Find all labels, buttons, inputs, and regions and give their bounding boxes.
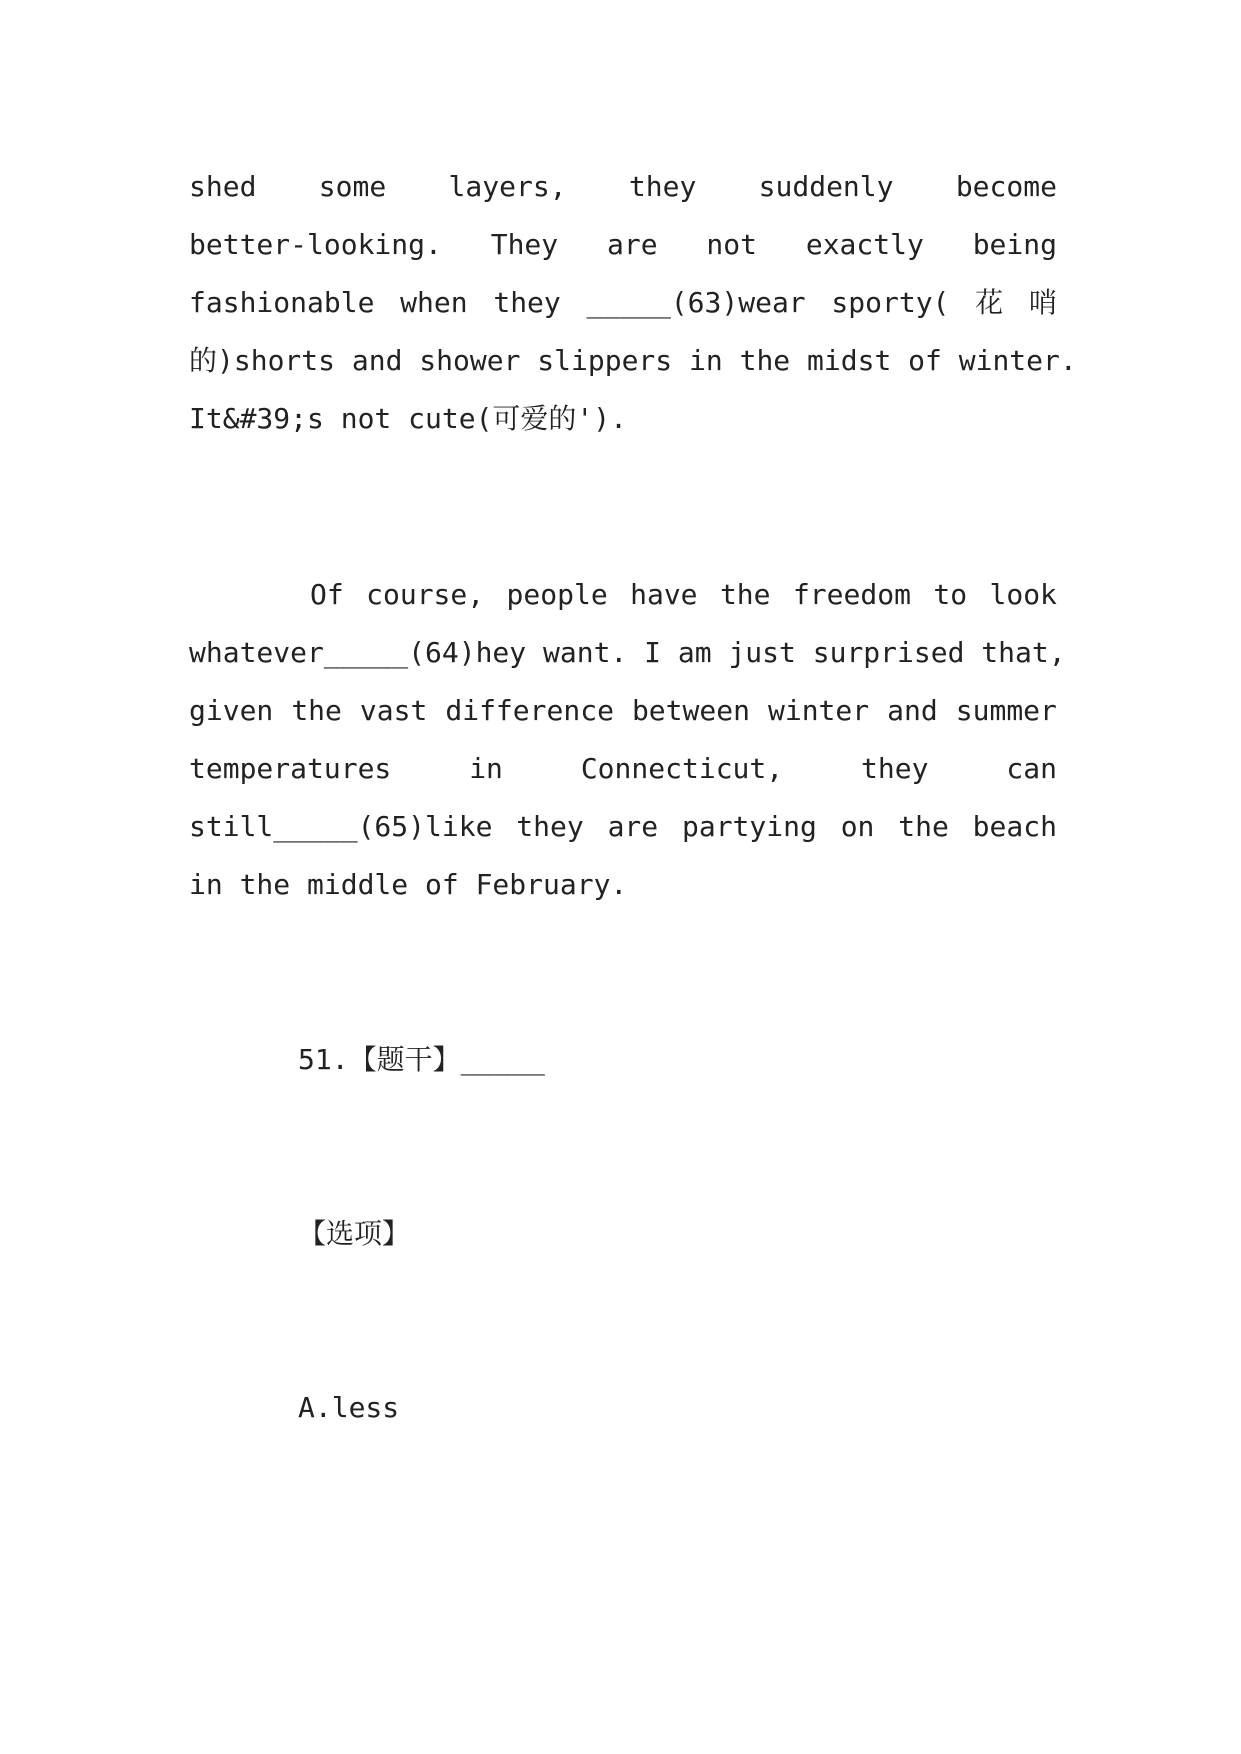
paragraph2-line4 bbox=[189, 749, 1057, 789]
word: vast bbox=[359, 694, 428, 727]
word: suddenly bbox=[758, 170, 894, 203]
word: layers, bbox=[448, 170, 567, 203]
question-stem: 51.【题干】_____ bbox=[298, 1043, 545, 1076]
word: the bbox=[719, 578, 771, 611]
word: partying bbox=[681, 810, 817, 843]
word: between bbox=[631, 694, 750, 727]
word: have bbox=[630, 578, 698, 611]
paragraph1-line2 bbox=[189, 225, 1057, 265]
word: course, bbox=[366, 578, 485, 611]
word: shed bbox=[189, 170, 257, 203]
word: sporty( bbox=[831, 286, 950, 319]
paragraph2-line2: whatever_____(64)hey want. I am just surprised that, bbox=[189, 636, 1066, 669]
paragraph1-line5: It&#39;s not cute(可爱的'). bbox=[189, 402, 628, 435]
word: winter bbox=[767, 694, 870, 727]
word: on bbox=[840, 810, 875, 843]
word: look bbox=[989, 578, 1057, 611]
word: the bbox=[898, 810, 949, 843]
word: being bbox=[972, 228, 1057, 261]
paragraph2-line1 bbox=[310, 575, 1057, 615]
word: are bbox=[607, 228, 658, 261]
options-heading: 【选项】 bbox=[298, 1217, 411, 1250]
paragraph2-line5 bbox=[189, 807, 1057, 847]
word: freedom bbox=[792, 578, 911, 611]
word: when bbox=[400, 286, 468, 319]
word: can bbox=[1006, 752, 1057, 785]
word: to bbox=[933, 578, 968, 611]
word: and bbox=[887, 694, 938, 727]
word: Connecticut, bbox=[580, 752, 784, 785]
paragraph1-line3 bbox=[189, 283, 1057, 323]
word: fashionable bbox=[189, 286, 375, 319]
paragraph2-line3 bbox=[189, 691, 1057, 731]
word: 花 bbox=[975, 286, 1004, 319]
word: 哨 bbox=[1028, 286, 1057, 319]
word: they bbox=[628, 170, 697, 203]
word: Of bbox=[310, 578, 344, 611]
word: better-looking. bbox=[189, 228, 442, 261]
option-a: A.less bbox=[298, 1391, 400, 1424]
word: difference bbox=[445, 694, 614, 727]
word: the bbox=[291, 694, 342, 727]
paragraph1-line4: 的)shorts and shower slippers in the midst of winter. bbox=[189, 344, 1077, 377]
word: they bbox=[493, 286, 561, 319]
blank-65: still_____(65)like bbox=[189, 810, 493, 843]
word: summer bbox=[955, 694, 1057, 727]
word: beach bbox=[972, 810, 1057, 843]
word: people bbox=[506, 578, 608, 611]
word: they bbox=[516, 810, 584, 843]
word: exactly bbox=[805, 228, 924, 261]
word: they bbox=[861, 752, 929, 785]
word: not bbox=[706, 228, 757, 261]
word: They bbox=[490, 228, 559, 261]
paragraph2-line6: in the middle of February. bbox=[189, 868, 628, 901]
word: are bbox=[607, 810, 659, 843]
word: some bbox=[318, 170, 387, 203]
word: in bbox=[469, 752, 503, 785]
blank-63: _____(63)wear bbox=[586, 286, 806, 319]
word: given bbox=[189, 694, 274, 727]
word: become bbox=[955, 170, 1057, 203]
word: temperatures bbox=[189, 752, 392, 785]
paragraph1-line1 bbox=[189, 167, 1057, 207]
